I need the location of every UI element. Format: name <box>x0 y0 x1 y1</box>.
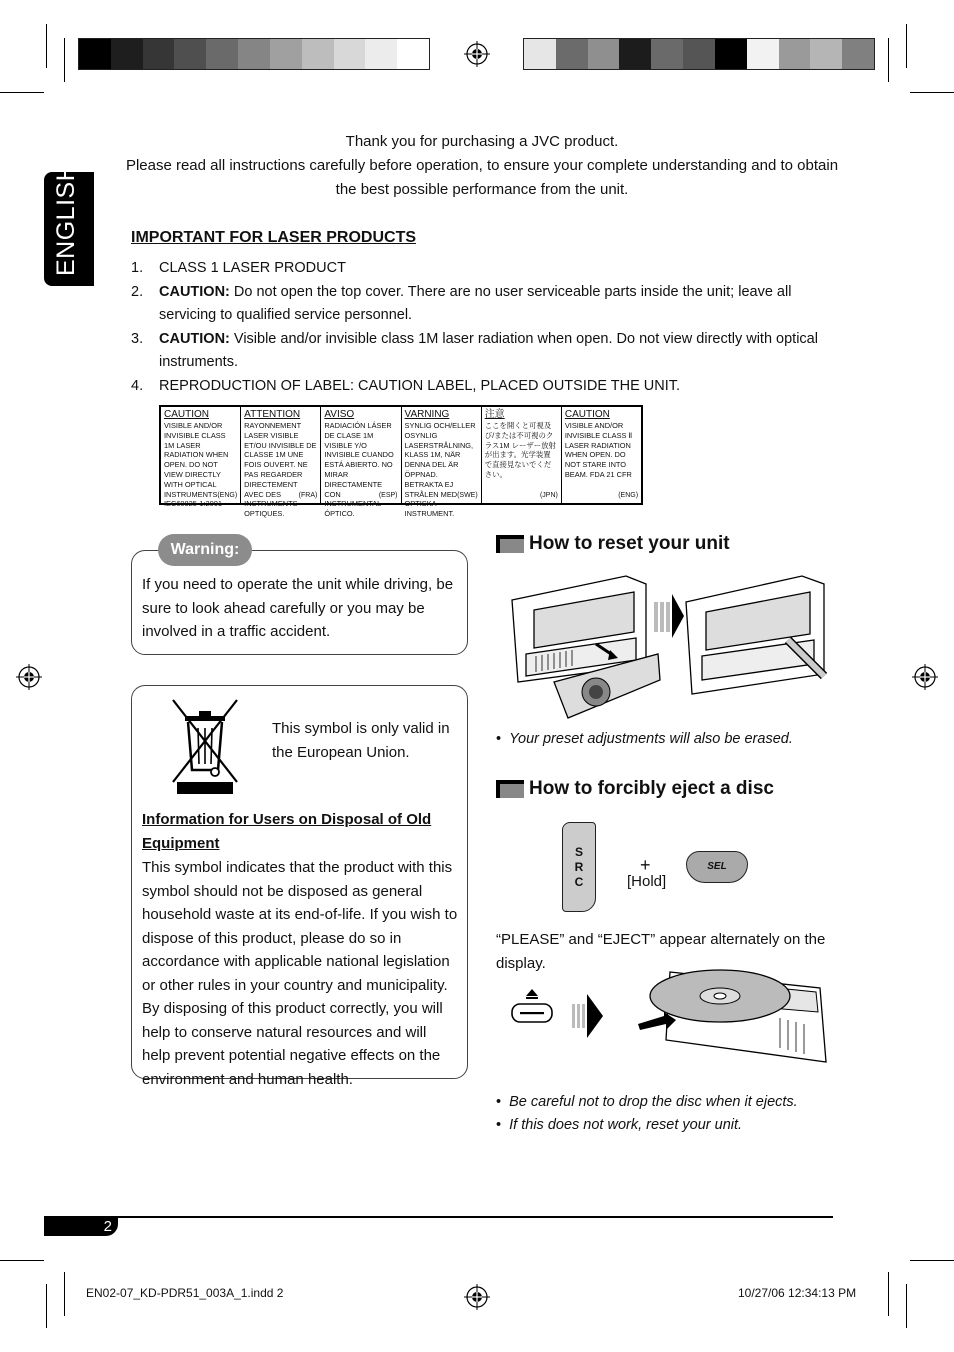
eject-button-icon <box>510 984 554 1026</box>
disposal-heading: Information for Users on Disposal of Old Equipment <box>142 811 432 852</box>
disc-ejecting-illustration <box>630 966 830 1066</box>
sel-button: SEL <box>686 851 748 883</box>
hold-label: [Hold] <box>627 873 667 890</box>
crop-mark <box>46 1284 47 1328</box>
eject-display-note: “PLEASE” and “EJECT” appear alternately on the display. <box>496 931 826 972</box>
reset-note: • Your preset adjustments will also be erased. <box>496 731 793 747</box>
color-bar-left <box>78 38 430 70</box>
crop-mark <box>906 1284 907 1328</box>
caution-label-column: CAUTION VISIBLE AND/OR INVISIBLE CLASS 1M LASER RADIATION WHEN OPEN. DO NOT VIEW DIRECTLY WITH OPTICAL INSTRUMENTS. IEC60825-1:2001 (ENG) <box>161 407 241 503</box>
caution-label-column: VARNING SYNLIG OCH/ELLER OSYNLIG LASERSTRÅLNING, KLASS 1M, NÄR DENNA DEL ÄR ÖPPNAD. BETRAKTA EJ STRÅLEN MED OPTISKA INSTRUMENT. (SWE) <box>402 407 482 503</box>
intro-text <box>124 130 840 202</box>
crop-mark <box>46 24 47 68</box>
reset-heading: How to reset your unit <box>529 533 730 554</box>
registration-mark-icon <box>16 664 42 690</box>
color-bar-right <box>523 38 875 70</box>
arrow-right-icon <box>570 990 606 1042</box>
list-item: 2. CAUTION: Do not open the top cover. There are no user serviceable parts inside the unit; leave all servicing to qualified service personnel. <box>131 283 792 323</box>
crop-mark <box>0 92 44 93</box>
language-tab <box>44 162 94 286</box>
eject-note-2: • If this does not work, reset your unit. <box>496 1117 743 1133</box>
list-item: 1. CLASS 1 LASER PRODUCT <box>131 260 346 276</box>
crop-mark <box>910 1260 954 1261</box>
caution-label-column: CAUTION VISIBLE AND/OR INVISIBLE CLASS Ⅱ LASER RADIATION WHEN OPEN. DO NOT STARE INTO BEAM. FDA 21 CFR (ENG) <box>564 409 639 500</box>
list-item: 4. REPRODUCTION OF LABEL: CAUTION LABEL, PLACED OUTSIDE THE UNIT. <box>131 377 681 394</box>
caution-label-column: AVISO RADIACIÓN LÁSER DE CLASE 1M VISIBLE Y/O INVISIBLE CUANDO ESTÁ ABIERTO. NO MIRAR DIRECTAMENTE CON INSTRUMENTAL ÓPTICO. (ESP) <box>321 407 401 503</box>
intro-line-2: Please read all instructions carefully before operation, to ensure your complete understanding and to obtain the best possible performance from the unit. <box>125 157 839 198</box>
crop-mark <box>888 38 889 82</box>
src-button: S R C <box>562 822 596 912</box>
eu-symbol-note: This symbol is only valid in the European Union. <box>272 720 450 761</box>
crop-mark <box>0 1260 44 1261</box>
warning-badge: Warning: <box>158 534 252 566</box>
warning-text: If you need to operate the unit while driving, be sure to look ahead carefully or you may be involved in a traffic accident. <box>142 576 454 640</box>
disposal-text: This symbol indicates that the product with this symbol should not be disposed as general household waste at its end-of-life. If you wish to dispose of this product, please do so in accordance with applicable national legislation or other rules in your country and municipality. By disposing of this product correctly, you will help to conserve natural resources and will help prevent potential negative effects on the environment and human health. <box>142 859 458 1088</box>
crossed-bin-icon <box>171 698 239 798</box>
eject-note-1: • Be careful not to drop the disc when it ejects. <box>496 1094 798 1110</box>
footer-rule <box>44 1216 833 1218</box>
section-marker-icon <box>496 535 524 553</box>
reset-illustration <box>506 570 836 725</box>
registration-mark-icon <box>464 1284 490 1310</box>
crop-mark <box>910 92 954 93</box>
crop-mark <box>906 24 907 68</box>
language-tab-label: ENGLISH <box>52 162 80 276</box>
registration-mark-icon <box>912 664 938 690</box>
section-marker-icon <box>496 780 524 798</box>
laser-heading: IMPORTANT FOR LASER PRODUCTS <box>131 229 417 246</box>
crop-mark <box>64 38 65 82</box>
plus-sign: + <box>640 855 651 875</box>
eject-heading: How to forcibly eject a disc <box>529 778 774 799</box>
crop-mark <box>888 1272 889 1316</box>
laser-list <box>131 257 831 398</box>
slug-file: EN02-07_KD-PDR51_003A_1.indd 2 <box>86 1286 284 1300</box>
page-number: 2 <box>44 1218 118 1236</box>
crop-mark <box>64 1272 65 1316</box>
caution-label-column: 注意 ここを開くと可視及び/または不可視のクラス1M レーザー放射が出ます。光学装置で直接見ないでください。 (JPN) <box>482 407 562 503</box>
slug-date: 10/27/06 12:34:13 PM <box>738 1286 857 1300</box>
caution-label-column: ATTENTION RAYONNEMENT LASER VISIBLE ET/OU INVISIBLE DE CLASSE 1M UNE FOIS OUVERT. NE PAS REGARDER DIRECTEMENT AVEC DES INSTRUMENTS OPTIQUES. (FRA) <box>241 407 321 503</box>
registration-mark-icon <box>464 41 490 67</box>
list-item: 3. CAUTION: Visible and/or invisible class 1M laser radiation when open. Do not view directly with optical instruments. <box>131 330 818 370</box>
intro-line-1: Thank you for purchasing a JVC product. <box>345 133 619 150</box>
caution-label <box>159 405 643 519</box>
